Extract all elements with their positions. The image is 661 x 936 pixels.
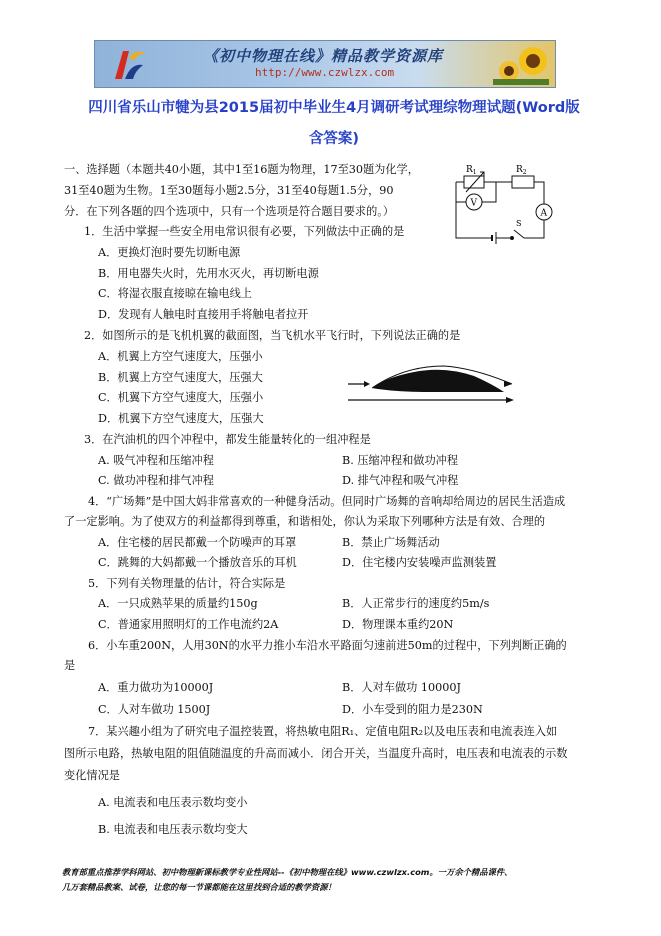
header-banner bbox=[94, 40, 556, 88]
question-6-stem-line2: 是 bbox=[64, 659, 76, 672]
document-title-line2: 含答案) bbox=[308, 131, 360, 147]
q4-option-c: C．跳舞的大妈都戴一个播放音乐的耳机 bbox=[98, 556, 297, 569]
q1-option-d: D．发现有人触电时直接用手将触电者拉开 bbox=[98, 308, 309, 321]
circuit-label-r2: $R_2$ bbox=[516, 165, 527, 176]
resistor-r1 bbox=[464, 176, 484, 188]
question-1-stem: 1．生活中掌握一些安全用电常识很有必要，下列做法中正确的是 bbox=[84, 225, 405, 238]
circuit-label-a: A bbox=[540, 208, 547, 219]
q3-option-c: C. 做功冲程和排气冲程 bbox=[98, 474, 214, 487]
q1-option-c: C．将湿衣服直接晾在输电线上 bbox=[98, 287, 252, 300]
question-5-stem: 5．下列有关物理量的估计，符合实际是 bbox=[88, 577, 286, 590]
circuit-label-r1: $R_1$ bbox=[466, 165, 477, 176]
q6-option-b: B．人对车做功 10000J bbox=[342, 681, 461, 694]
q2-option-c: C．机翼下方空气速度大，压强小 bbox=[98, 391, 264, 404]
circuit-label-s: S bbox=[516, 219, 522, 228]
sunflower-icon bbox=[493, 43, 549, 85]
question-3-stem: 3．在汽油机的四个冲程中，都发生能量转化的一组冲程是 bbox=[84, 433, 371, 446]
section-intro-line1: 一、选择题（本题共40小题，其中1至16题为物理，17至30题为化学， bbox=[64, 163, 419, 176]
q7-option-a: A. 电流表和电压表示数均变小 bbox=[98, 796, 248, 809]
q6-option-c: C．人对车做功 1500J bbox=[98, 703, 211, 716]
wing-diagram bbox=[344, 362, 518, 406]
section-intro-line3: 分．在下列各题的四个选项中，只有一个选项是符合题目要求的。） bbox=[64, 205, 395, 218]
q5-option-c: C．普通家用照明灯的工作电流约2A bbox=[98, 618, 279, 631]
question-4-stem-line1: 4．“广场舞”是中国大妈非常喜欢的一种健身活动。但同时广场舞的音响却给周边的居民生活造成 bbox=[88, 495, 566, 508]
question-7-stem-line3: 变化情况是 bbox=[64, 769, 120, 782]
question-2-stem: 2．如图所示的是飞机机翼的截面图，当飞机水平飞行时，下列说法正确的是 bbox=[84, 329, 461, 342]
q3-option-d: D. 排气冲程和吸气冲程 bbox=[342, 474, 459, 487]
q5-option-d: D．物理课本重约20N bbox=[342, 618, 454, 631]
question-6-stem-line1: 6．小车重200N，人用30N的水平力推小车沿水平路面匀速前进50m的过程中，下列判断正确的 bbox=[88, 639, 567, 652]
circuit-label-v: V bbox=[470, 198, 477, 209]
q5-option-a: A．一只成熟苹果的质量约150g bbox=[98, 597, 258, 610]
document-title bbox=[60, 96, 608, 152]
site-logo-icon bbox=[109, 45, 149, 83]
question-4-stem-line2: 了一定影响。为了使双方的利益都得到尊重，和谐相处，你认为采取下列哪种方法是有效、合理的 bbox=[64, 515, 546, 528]
q6-option-a: A．重力做功为10000J bbox=[98, 681, 214, 694]
q2-option-a: A．机翼上方空气速度大，压强小 bbox=[98, 350, 263, 363]
q3-option-b: B. 压缩冲程和做功冲程 bbox=[342, 454, 459, 467]
page-footer bbox=[62, 866, 622, 894]
q6-option-d: D．小车受到的阻力是230N bbox=[342, 703, 483, 716]
question-7-stem-line2: 图所示电路，热敏电阻的阻值随温度的升高而减小．闭合开关，当温度升高时，电压表和电流表的示数 bbox=[64, 747, 568, 760]
section-intro-line2: 31至40题为生物。1至30题每小题2.5分，31至40每题1.5分，90 bbox=[64, 184, 394, 197]
wing-cross-section bbox=[372, 370, 504, 392]
circuit-diagram bbox=[452, 160, 564, 246]
q4-option-d: D．住宅楼内安装噪声监测装置 bbox=[342, 556, 497, 569]
document-title-line1: 四川省乐山市犍为县2015届初中毕业生4月调研考试理综物理试题(Word版 bbox=[88, 100, 580, 116]
q4-option-b: B．禁止广场舞活动 bbox=[342, 536, 440, 549]
q3-option-a: A. 吸气冲程和压缩冲程 bbox=[98, 454, 214, 467]
banner-url[interactable]: http://www.czwlzx.com bbox=[255, 66, 395, 79]
footer-line1: 教育部重点推荐学科网站、初中物理新课标教学专业性网站--《初中物理在线》www.czwlzx.com。一万余个精品课件、 bbox=[62, 867, 513, 877]
q2-option-d: D．机翼下方空气速度大，压强大 bbox=[98, 412, 264, 425]
q2-option-b: B．机翼上方空气速度大，压强大 bbox=[98, 371, 263, 384]
footer-line2: 几万套精品教案、试卷，让您的每一节课都能在这里找到合适的教学资源！ bbox=[62, 882, 336, 892]
q1-option-b: B．用电器失火时，先用水灭火，再切断电源 bbox=[98, 267, 319, 280]
question-7-stem-line1: 7．某兴趣小组为了研究电子温控装置，将热敏电阻R₁、定值电阻R₂以及电压表和电流表连入如 bbox=[88, 725, 558, 738]
resistor-r2 bbox=[512, 176, 534, 188]
q7-option-b: B. 电流表和电压表示数均变大 bbox=[98, 823, 248, 836]
banner-title: 《初中物理在线》精品教学资源库 bbox=[203, 47, 444, 65]
q4-option-a: A．住宅楼的居民都戴一个防噪声的耳罩 bbox=[98, 536, 297, 549]
q1-option-a: A．更换灯泡时要先切断电源 bbox=[98, 246, 241, 259]
q5-option-b: B．人正常步行的速度约5m/s bbox=[342, 597, 490, 610]
